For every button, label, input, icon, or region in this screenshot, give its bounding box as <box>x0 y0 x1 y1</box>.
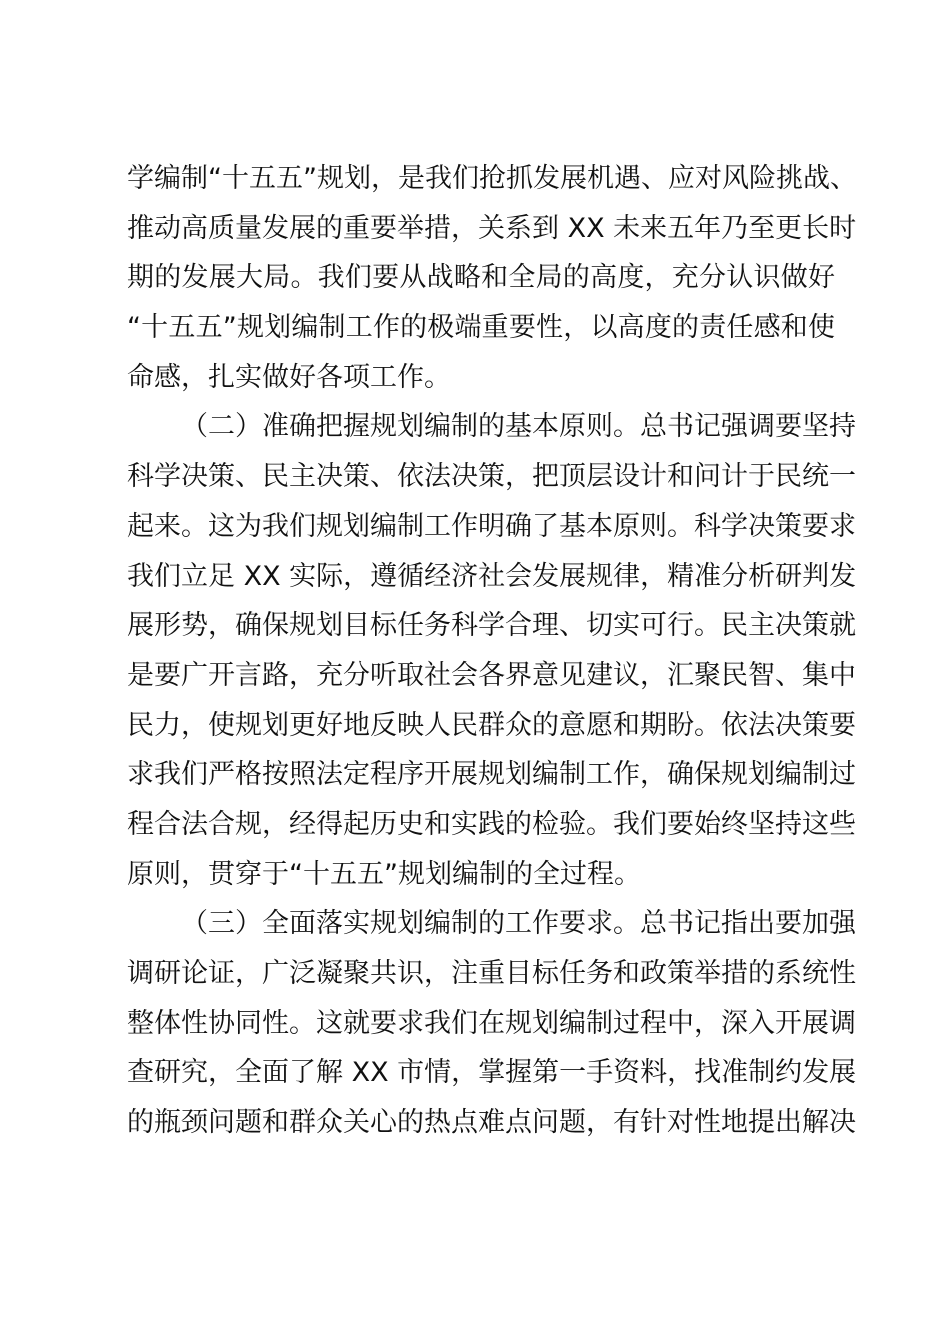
body-line: 民力，使规划更好地反映人民群众的意愿和期盼。依法决策要 <box>127 709 856 741</box>
body-line: 期的发展大局。我们要从战略和全局的高度，充分认识做好 <box>127 262 835 294</box>
body-line: 调研论证，广泛凝聚共识，注重目标任务和政策举措的系统性 <box>127 958 856 989</box>
body-line: 起来。这为我们规划编制工作明确了基本原则。科学决策要求 <box>127 510 856 542</box>
body-line: 的瓶颈问题和群众关心的热点难点问题，有针对性地提出解决 <box>127 1107 856 1139</box>
body-line: 求我们严格按照法定程序开展规划编制工作，确保规划编制过 <box>127 759 856 791</box>
body-line: 命感，扎实做好各项工作。 <box>127 361 451 393</box>
body-line: 查研究，全面了解 XX 市情，掌握第一手资料，找准制约发展 <box>127 1057 857 1089</box>
body-line: 展形势，确保规划目标任务科学合理、切实可行。民主决策就 <box>127 610 856 642</box>
body-line: 推动高质量发展的重要举措，关系到 XX 未来五年乃至更长时 <box>127 212 857 244</box>
section-heading-line: （三）全面落实规划编制的工作要求。总书记指出要加强 <box>181 908 856 940</box>
body-line: 科学决策、民主决策、依法决策，把顶层设计和问计于民统一 <box>127 461 856 493</box>
body-line: 程合法合规，经得起历史和实践的检验。我们要始终坚持这些 <box>127 808 856 840</box>
body-line: 我们立足 XX 实际，遵循经济社会发展规律，精准分析研判发 <box>127 560 857 592</box>
body-line: 原则，贯穿于“十五五”规划编制的全过程。 <box>127 858 641 890</box>
document-body <box>127 154 857 1148</box>
body-line: 整体性协同性。这就要求我们在规划编制过程中，深入开展调 <box>127 1007 856 1039</box>
body-line: 学编制“十五五”规划，是我们抢抓发展机遇、应对风险挑战、 <box>127 163 857 194</box>
body-line: “十五五”规划编制工作的极端重要性，以高度的责任感和使 <box>127 312 835 344</box>
section-heading-line: （二）准确把握规划编制的基本原则。总书记强调要坚持 <box>181 411 856 443</box>
body-line: 是要广开言路，充分听取社会各界意见建议，汇聚民智、集中 <box>127 659 856 691</box>
